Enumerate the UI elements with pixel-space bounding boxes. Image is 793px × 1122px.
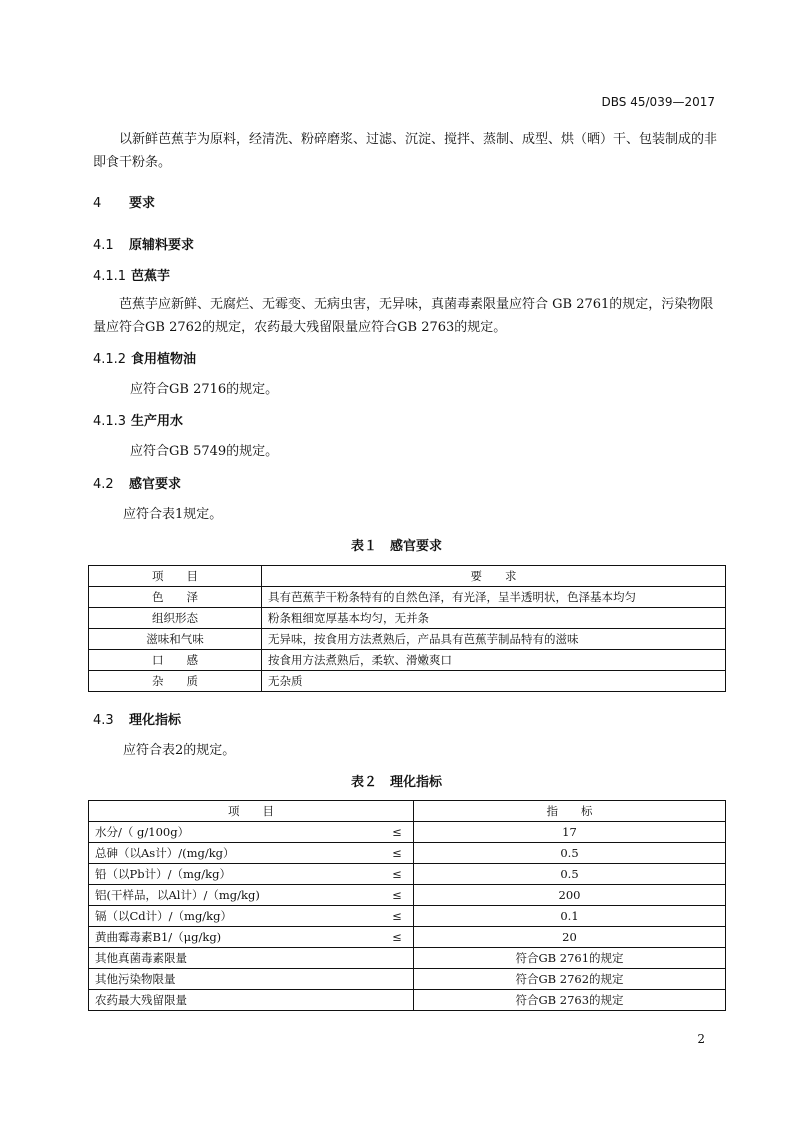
column-header-item: 项 目: [89, 566, 262, 587]
section-title: 食用植物油: [131, 352, 197, 367]
table-2-caption: 表２ 理化指标: [350, 775, 442, 790]
item-cell: 黄曲霉毒素B1/（μg/kg): [89, 927, 382, 948]
item-cell: 组织形态: [89, 608, 262, 629]
section-title: 原辅料要求: [129, 238, 195, 253]
section-number: 4: [93, 196, 102, 211]
operator-cell: ≤: [381, 843, 414, 864]
section-4-1-1-text: 芭蕉芋应新鲜、无腐烂、无霉变、无病虫害，无异味，真菌毒素限量应符合 GB 2761的规定，污染物限量应符合GB 2762的规定，农药最大残留限量应符合GB 2763的规定。: [93, 297, 714, 335]
section-4-3-heading: [93, 709, 181, 728]
operator-cell: ≤: [381, 906, 414, 927]
table-row: [89, 822, 726, 843]
section-4-2-text: 应符合表1规定。: [123, 507, 223, 522]
table-row: [89, 948, 726, 969]
value-cell: 0.5: [414, 843, 726, 864]
physicochemical-indicators-table: [88, 800, 726, 1011]
page-number: 2: [697, 1032, 705, 1046]
sensory-requirements-table: [88, 565, 726, 692]
table-row: [89, 885, 726, 906]
table-row: [89, 906, 726, 927]
section-title: 要求: [129, 196, 156, 211]
section-number: 4.2: [93, 477, 114, 492]
operator-cell: ≤: [381, 864, 414, 885]
table-row: [89, 587, 726, 608]
requirement-cell: 具有芭蕉芋干粉条特有的自然色泽，有光泽，呈半透明状，色泽基本均匀: [262, 587, 726, 608]
requirement-cell: 粉条粗细宽厚基本均匀，无并条: [262, 608, 726, 629]
item-cell: 其他污染物限量: [89, 969, 414, 990]
requirement-cell: 按食用方法煮熟后，柔软、滑嫩爽口: [262, 650, 726, 671]
section-number: 4.1.2: [93, 352, 127, 367]
requirement-cell: 无杂质: [262, 671, 726, 692]
table-1-caption: 表１ 感官要求: [350, 539, 442, 554]
column-header-item: 项 目: [89, 801, 414, 822]
section-4-1-2-heading: [93, 348, 196, 367]
operator-cell: ≤: [381, 927, 414, 948]
section-number: 4.1.3: [93, 414, 127, 429]
item-cell: 铝(干样品，以Al计）/（mg/kg): [89, 885, 382, 906]
table-row: [89, 990, 726, 1011]
operator-cell: ≤: [381, 885, 414, 906]
table-row: [89, 927, 726, 948]
section-4-2-heading: [93, 473, 181, 492]
value-cell: 200: [414, 885, 726, 906]
requirement-cell: 无异味，按食用方法煮熟后，产品具有芭蕉芋制品特有的滋味: [262, 629, 726, 650]
document-code: DBS 45/039—2017: [601, 95, 715, 109]
table-row: [89, 969, 726, 990]
table-header-row: [89, 801, 726, 822]
table-row: [89, 864, 726, 885]
intro-paragraph: 以新鲜芭蕉芋为原料，经清洗、粉碎磨浆、过滤、沉淀、搅拌、蒸制、成型、烘（晒）干、包装制成的非即食干粉条。: [93, 132, 718, 170]
operator-cell: ≤: [381, 822, 414, 843]
value-cell: 符合GB 2763的规定: [414, 990, 726, 1011]
item-cell: 其他真菌毒素限量: [89, 948, 414, 969]
item-cell: 滋味和气味: [89, 629, 262, 650]
item-cell: 色 泽: [89, 587, 262, 608]
section-4-1-3-heading: [93, 410, 183, 429]
value-cell: 17: [414, 822, 726, 843]
value-cell: 0.1: [414, 906, 726, 927]
item-cell: 口 感: [89, 650, 262, 671]
section-4-1-heading: [93, 234, 194, 253]
section-4-1-2-text: 应符合GB 2716的规定。: [130, 382, 279, 397]
section-title: 理化指标: [129, 713, 182, 728]
column-header-indicator: 指 标: [414, 801, 726, 822]
table-row: [89, 629, 726, 650]
item-cell: 农药最大残留限量: [89, 990, 414, 1011]
section-4-1-1-heading: [93, 265, 170, 284]
section-title: 感官要求: [129, 477, 182, 492]
item-cell: 杂 质: [89, 671, 262, 692]
table-row: [89, 843, 726, 864]
value-cell: 0.5: [414, 864, 726, 885]
section-title: 芭蕉芋: [131, 269, 171, 284]
section-4-3-text: 应符合表2的规定。: [123, 743, 236, 758]
value-cell: 符合GB 2761的规定: [414, 948, 726, 969]
table-header-row: [89, 566, 726, 587]
table-row: [89, 608, 726, 629]
section-number: 4.1.1: [93, 269, 127, 284]
section-number: 4.3: [93, 713, 114, 728]
table-row: [89, 671, 726, 692]
item-cell: 水分/（ g/100g）: [89, 822, 382, 843]
column-header-requirement: 要 求: [262, 566, 726, 587]
table-row: [89, 650, 726, 671]
item-cell: 铅（以Pb计）/（mg/kg）: [89, 864, 382, 885]
section-title: 生产用水: [131, 414, 184, 429]
item-cell: 总砷（以As计）/(mg/kg）: [89, 843, 382, 864]
section-4-heading: [93, 192, 155, 211]
value-cell: 符合GB 2762的规定: [414, 969, 726, 990]
section-number: 4.1: [93, 238, 114, 253]
item-cell: 镉（以Cd计）/（mg/kg）: [89, 906, 382, 927]
section-4-1-3-text: 应符合GB 5749的规定。: [130, 444, 279, 459]
value-cell: 20: [414, 927, 726, 948]
